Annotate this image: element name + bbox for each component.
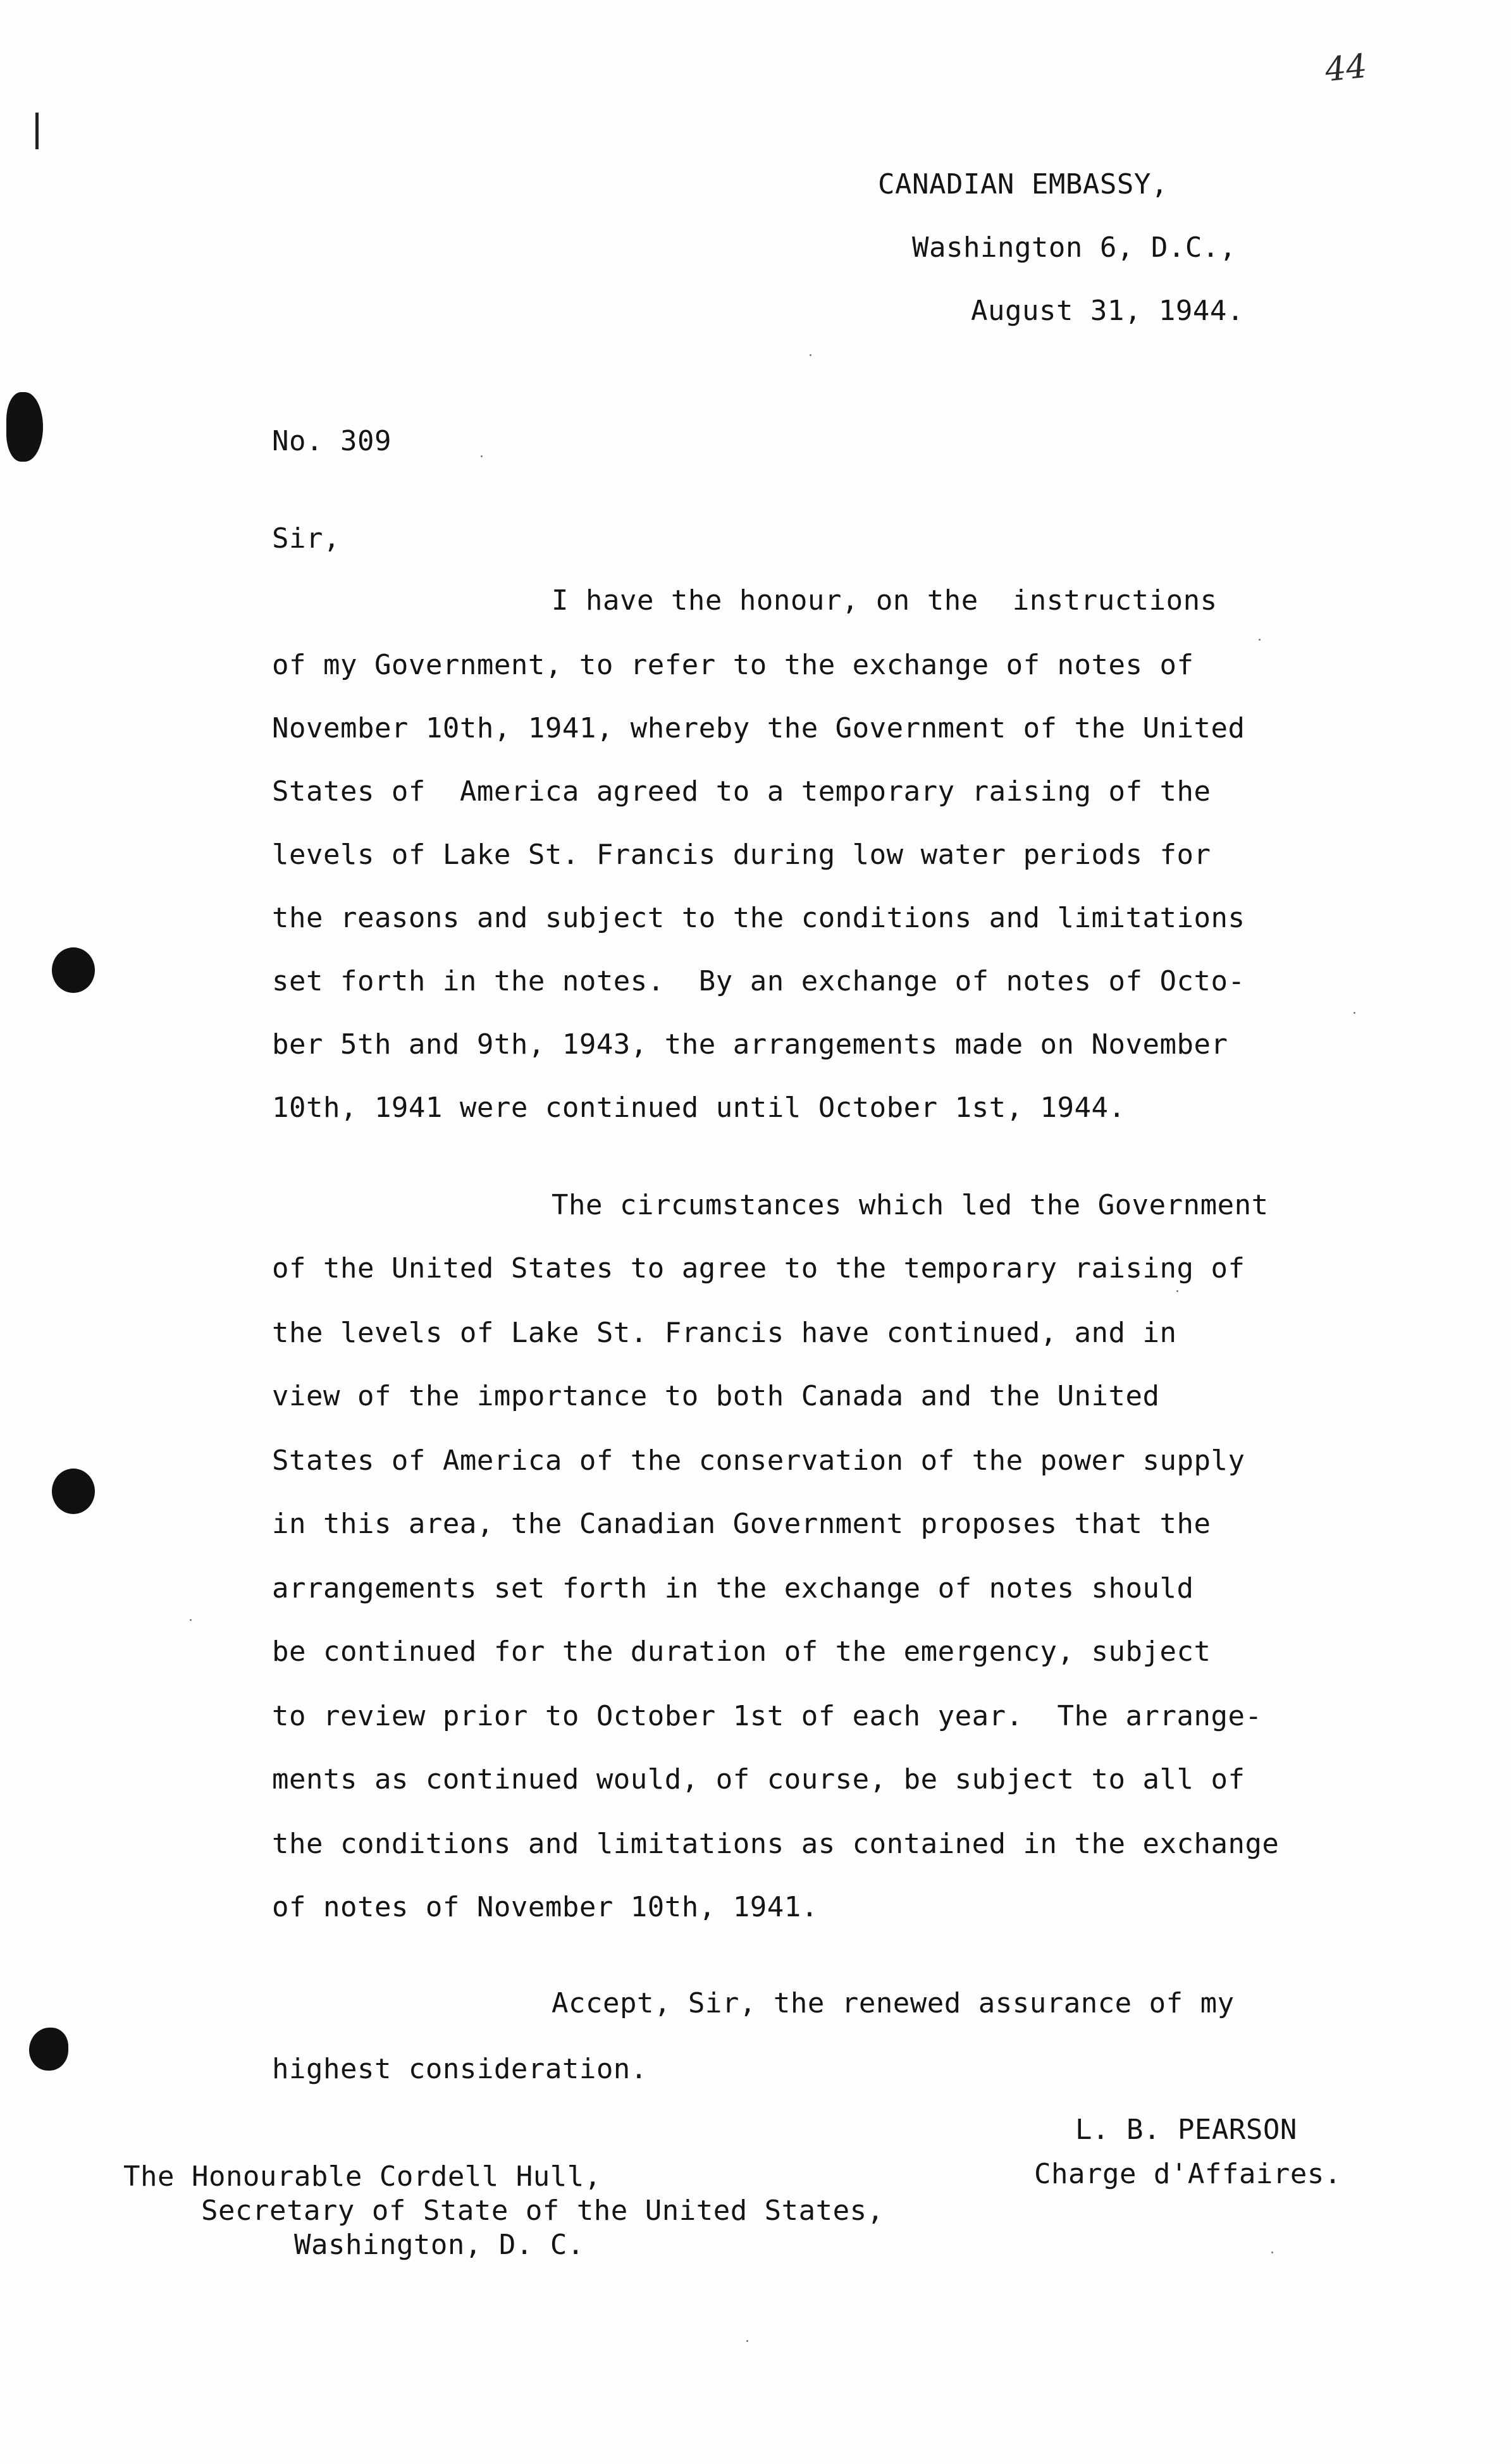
- embassy-city: Washington 6, D.C.,: [912, 231, 1237, 264]
- closing-line: highest consideration.: [272, 2053, 648, 2085]
- paragraph-line: the levels of Lake St. Francis have continued, and in: [272, 1317, 1177, 1349]
- addressee-city: Washington, D. C.: [294, 2229, 584, 2261]
- embassy-heading: CANADIAN EMBASSY,: [878, 168, 1168, 200]
- paragraph-line: The circumstances which led the Government: [552, 1189, 1269, 1221]
- addressee-name: The Honourable Cordell Hull,: [123, 2160, 601, 2193]
- punch-hole-upper-middle: [52, 947, 95, 993]
- paragraph-line: the conditions and limitations as contained in the exchange: [272, 1828, 1280, 1860]
- paper-speck: [1259, 639, 1261, 641]
- paragraph-line: ber 5th and 9th, 1943, the arrangements made on November: [272, 1028, 1228, 1061]
- page-number: 44: [1323, 47, 1369, 90]
- paragraph-line: the reasons and subject to the conditions and limitations: [272, 902, 1245, 934]
- paragraph-line: arrangements set forth in the exchange of notes should: [272, 1572, 1194, 1605]
- paragraph-line: States of America agreed to a temporary raising of the: [272, 775, 1211, 808]
- paragraph-line: I have the honour, on the instructions: [552, 584, 1218, 617]
- paragraph-line: to review prior to October 1st of each year. The arrange-: [272, 1700, 1262, 1732]
- paragraph-line: set forth in the notes. By an exchange of notes of Octo-: [272, 965, 1245, 997]
- reference-number: No. 309: [272, 425, 392, 457]
- letter-date: August 31, 1944.: [971, 295, 1244, 327]
- punch-hole-bottom: [29, 2028, 68, 2071]
- paper-speck: [810, 354, 811, 356]
- paragraph-line: view of the importance to both Canada and the United: [272, 1380, 1160, 1412]
- closing-line: Accept, Sir, the renewed assurance of my: [552, 1987, 1235, 2019]
- paragraph-line: of my Government, to refer to the exchange of notes of: [272, 649, 1194, 681]
- paragraph-line: ments as continued would, of course, be subject to all of: [272, 1763, 1245, 1796]
- paper-speck: [1354, 1012, 1355, 1014]
- paragraph-line: of the United States to agree to the temporary raising of: [272, 1252, 1245, 1284]
- paper-speck: [190, 1619, 192, 1621]
- paragraph-line: of notes of November 10th, 1941.: [272, 1891, 818, 1923]
- paragraph-line: 10th, 1941 were continued until October 1st, 1944.: [272, 1092, 1126, 1124]
- paper-speck: [1176, 1290, 1178, 1292]
- punch-hole-lower-middle: [52, 1469, 95, 1514]
- paragraph-line: levels of Lake St. Francis during low water periods for: [272, 839, 1211, 871]
- paragraph-line: November 10th, 1941, whereby the Government of the United: [272, 712, 1245, 744]
- salutation: Sir,: [272, 522, 340, 555]
- paper-speck: [746, 2340, 748, 2342]
- punch-hole-top: [6, 392, 43, 462]
- signatory-title: Charge d'Affaires.: [1034, 2158, 1341, 2190]
- signatory-name: L. B. PEARSON: [1075, 2114, 1297, 2146]
- paper-speck: [481, 455, 483, 457]
- paragraph-line: States of America of the conservation of the power supply: [272, 1445, 1245, 1477]
- addressee-office: Secretary of State of the United States,: [201, 2195, 884, 2227]
- paragraph-line: in this area, the Canadian Government proposes that the: [272, 1508, 1211, 1540]
- paragraph-line: be continued for the duration of the emergency, subject: [272, 1635, 1211, 1668]
- paper-speck: [1271, 2251, 1273, 2253]
- margin-mark: [35, 113, 39, 149]
